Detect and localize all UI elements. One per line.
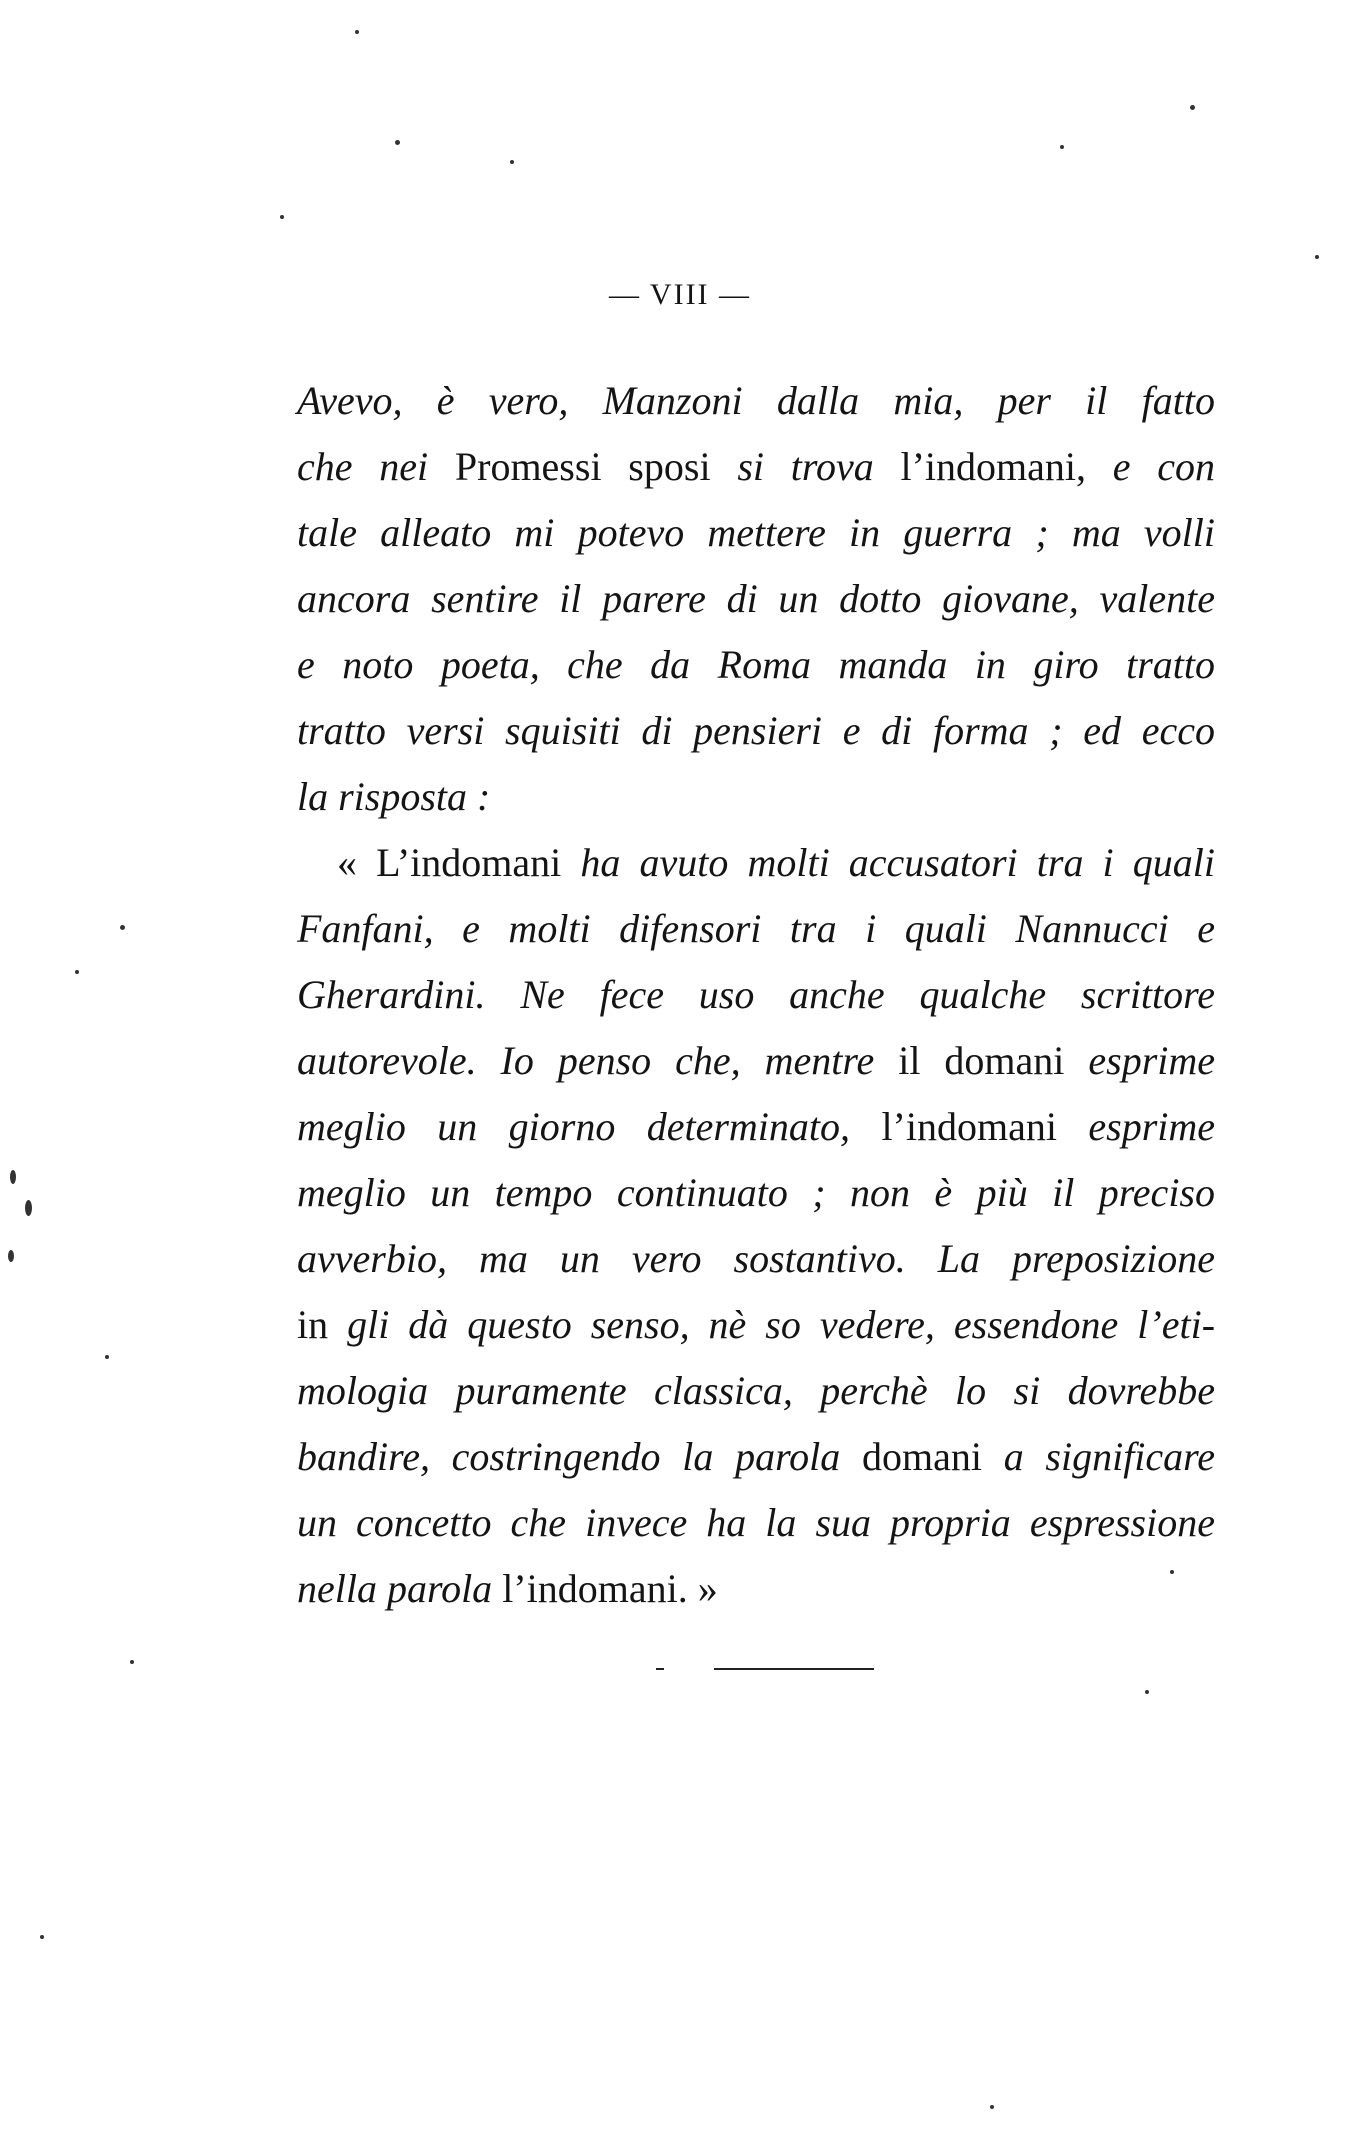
text-span: ha avuto molti accusatori tra i quali [580, 840, 1215, 885]
quote-line: mologia puramente classica, perchè lo si dovrebbe [297, 1368, 1215, 1413]
scan-speck [10, 1170, 16, 1184]
scan-speck [1170, 1570, 1174, 1574]
text-span: meglio un giorno determinato, [297, 1104, 851, 1149]
scan-speck [120, 925, 125, 930]
quote-line: Gherardini. Ne fece uso anche qualche scrittore [297, 972, 1215, 1017]
word-reference: l’indomani. » [502, 1566, 718, 1611]
scan-speck [1190, 105, 1195, 110]
scan-speck [1315, 255, 1319, 259]
scan-speck [75, 970, 79, 974]
scan-speck [355, 30, 359, 34]
text-line: e noto poeta, che da Roma manda in giro tratto [297, 642, 1215, 687]
quote-line [297, 1424, 1215, 1490]
quote-line: un concetto che invece ha la sua propria espressione [297, 1500, 1215, 1545]
scan-speck [130, 1660, 134, 1664]
text-span: che nei [297, 444, 429, 489]
text-span: esprime [1088, 1104, 1216, 1149]
word-reference: l’indomani, [900, 444, 1086, 489]
body-text [297, 368, 1215, 1622]
text-line: tratto versi squisiti di pensieri e di forma ; ed ecco [297, 708, 1215, 753]
scan-speck [1145, 1690, 1149, 1694]
scan-speck [280, 215, 284, 219]
text-span: gli dà questo senso, nè so vedere, essendone l’eti- [347, 1302, 1216, 1347]
word-reference: il domani [898, 1038, 1065, 1083]
text-line [297, 434, 1215, 500]
text-line: la risposta : [297, 774, 491, 819]
text-span: si trova [737, 444, 874, 489]
scan-speck [8, 1250, 14, 1262]
text-line: tale alleato mi potevo mettere in guerra ; ma volli [297, 510, 1215, 555]
word-reference: in [297, 1302, 329, 1347]
word-reference: domani [861, 1434, 982, 1479]
quote-line [297, 1556, 1215, 1622]
text-span: e con [1112, 444, 1215, 489]
text-line: Avevo, è vero, Manzoni dalla mia, per il fatto [297, 378, 1215, 423]
word-reference: « L’indomani [337, 840, 562, 885]
quote-line [297, 830, 1215, 896]
quote-line [297, 1094, 1215, 1160]
quote-line: meglio un tempo continuato ; non è più il preciso [297, 1170, 1215, 1215]
word-reference: l’indomani [881, 1104, 1057, 1149]
text-span: autorevole. Io penso che, mentre [297, 1038, 875, 1083]
scan-speck [105, 1355, 109, 1359]
quote-line: Fanfani, e molti difensori tra i quali Nannucci e [297, 906, 1215, 951]
text-span: a significare [1003, 1434, 1216, 1479]
closing-rule [714, 1668, 874, 1670]
title-reference: Promessi sposi [454, 444, 711, 489]
quote-line: avverbio, ma un vero sostantivo. La preposizione [297, 1236, 1215, 1281]
scan-speck [510, 160, 514, 164]
scan-speck [1060, 145, 1064, 149]
text-span: nella parola [297, 1566, 493, 1611]
text-span: bandire, costringendo la parola [297, 1434, 841, 1479]
scan-speck [990, 2105, 994, 2109]
quote-line [297, 1028, 1215, 1094]
scan-speck [25, 1200, 32, 1216]
text-line: ancora sentire il parere di un dotto giovane, valente [297, 576, 1215, 621]
scan-speck [40, 1935, 44, 1939]
page-number: — VIII — [608, 278, 752, 311]
text-span: esprime [1088, 1038, 1216, 1083]
scan-speck [395, 140, 400, 145]
quote-line [297, 1292, 1215, 1358]
